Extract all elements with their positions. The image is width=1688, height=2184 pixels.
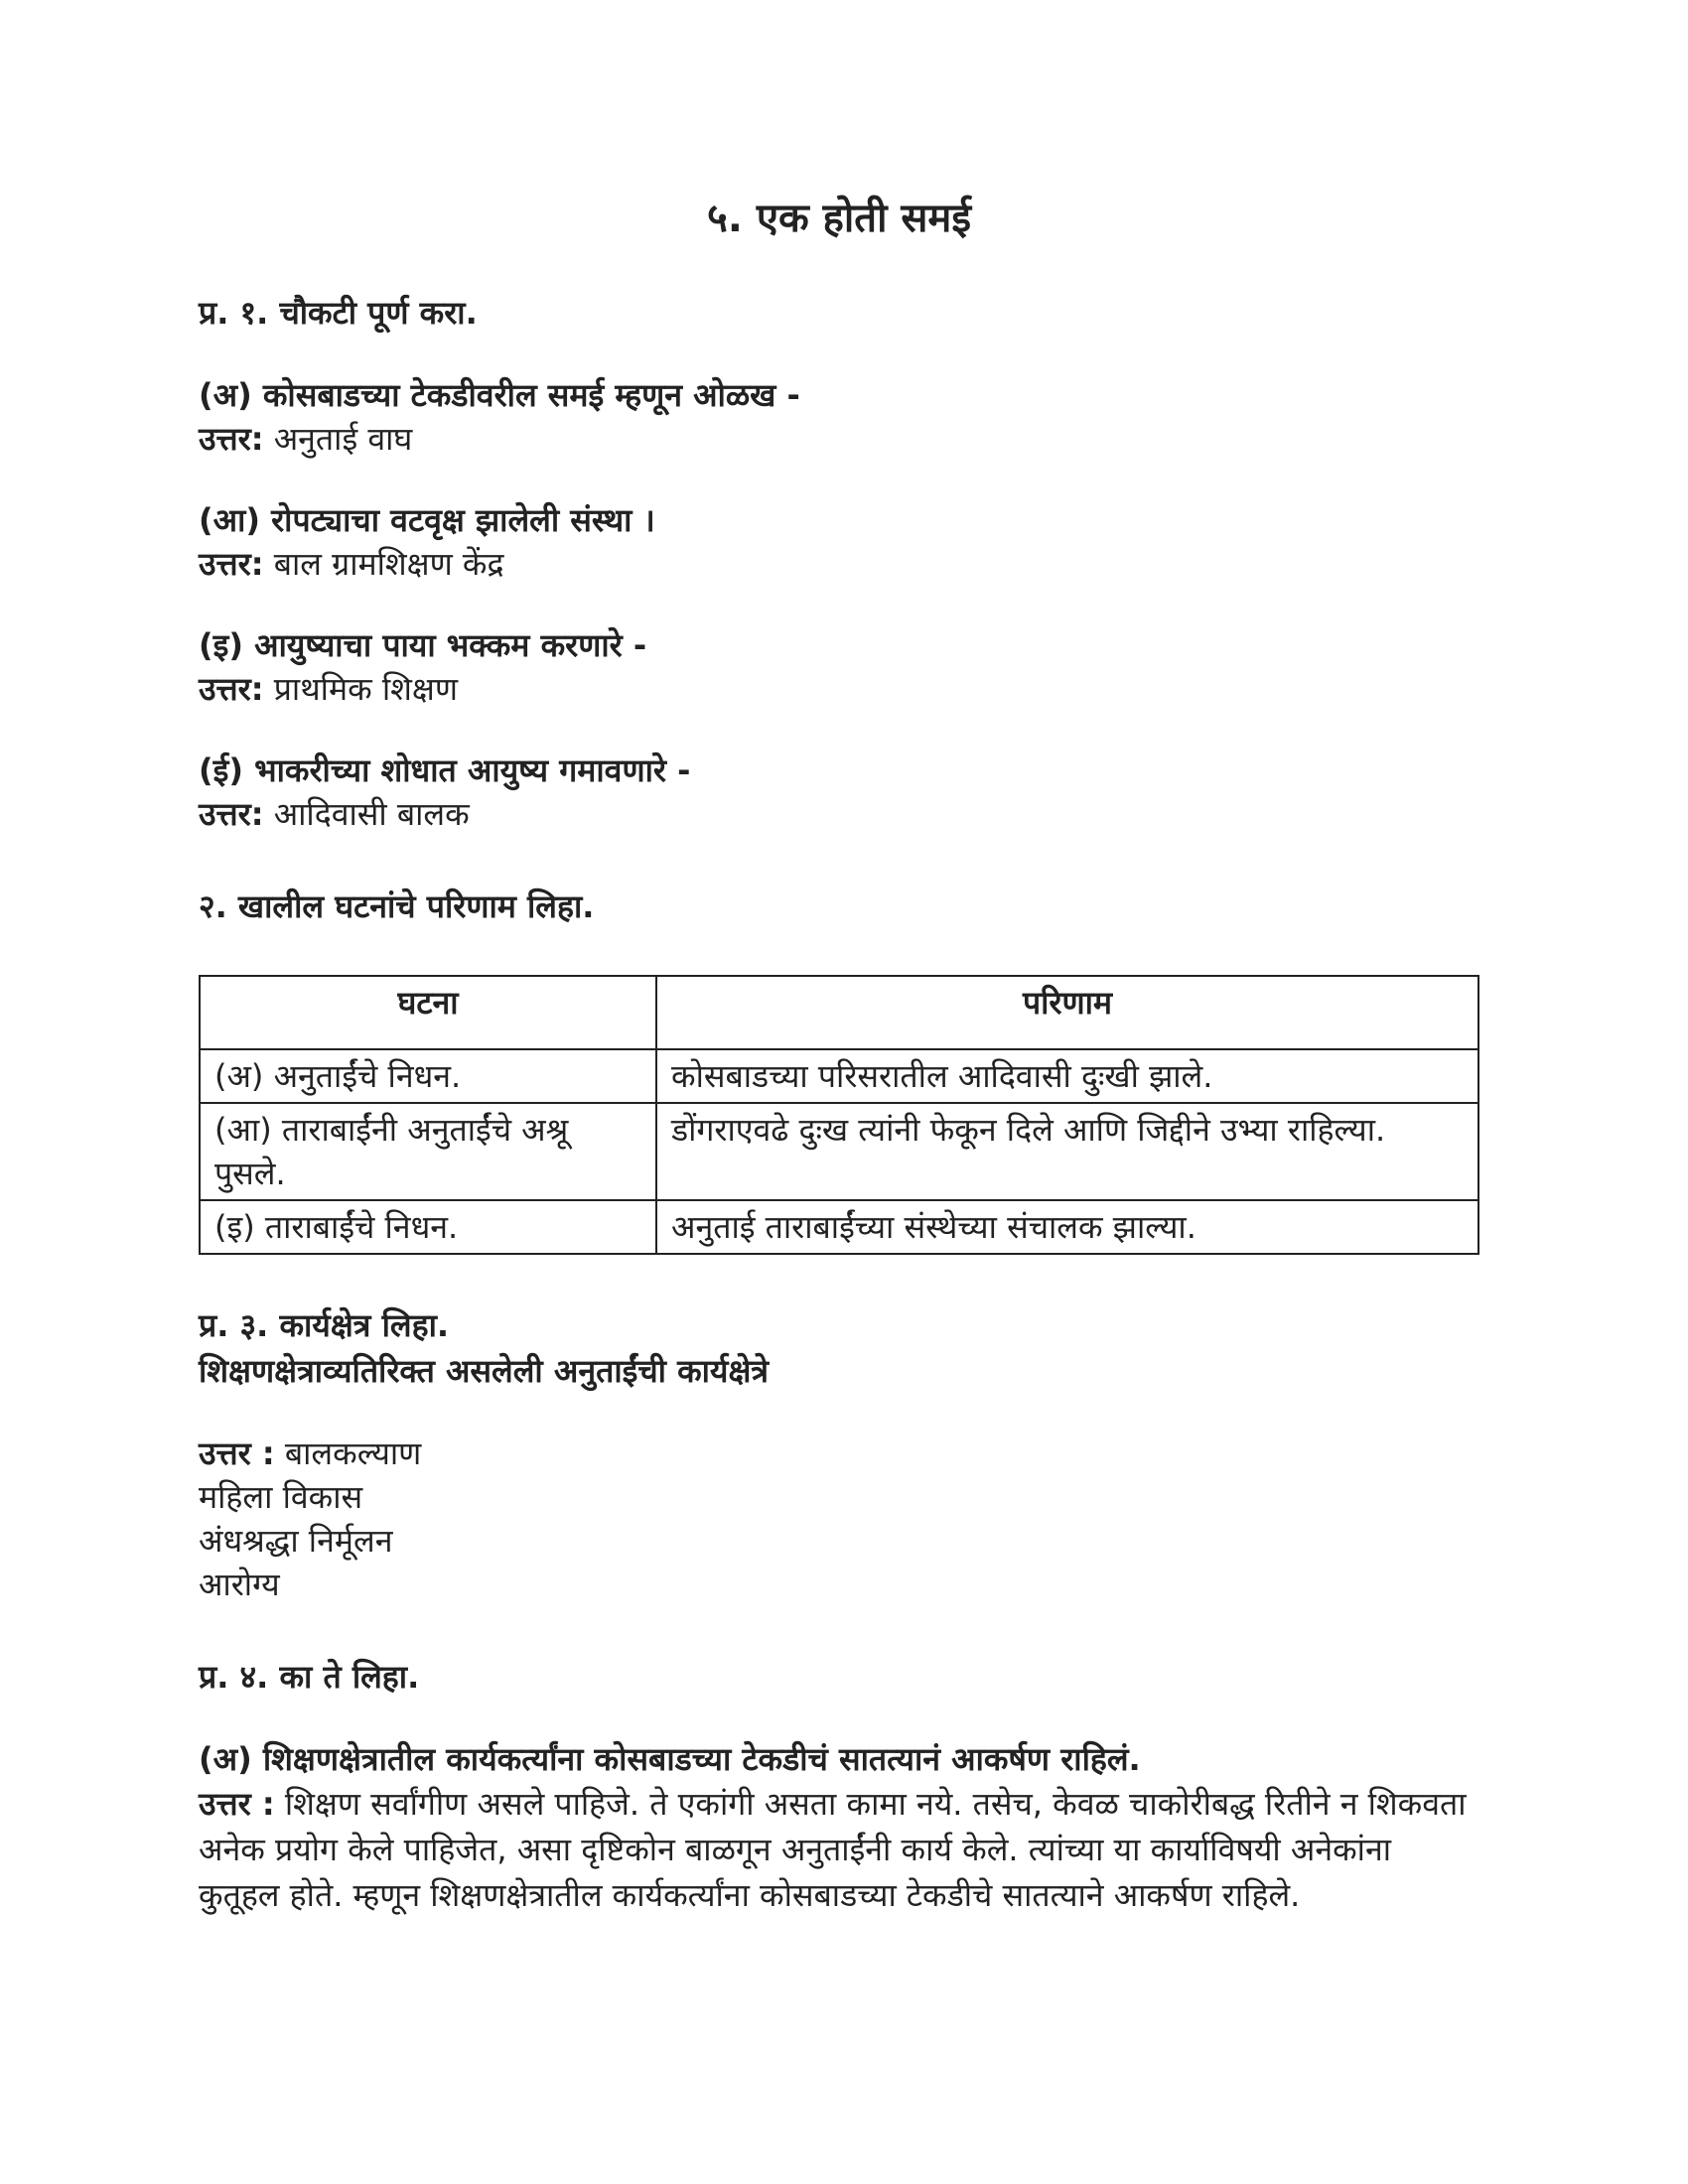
- table-cell: अनुताई ताराबाईंच्या संस्थेच्या संचालक झाल्या.: [656, 1200, 1478, 1254]
- answer-label: उत्तर:: [199, 670, 264, 708]
- column-header-event: घटना: [200, 976, 656, 1049]
- question-4-heading: प्र. ४. का ते लिहा.: [199, 1658, 420, 1696]
- question-2-section: [199, 884, 1479, 1255]
- question-3-heading: प्र. ३. कार्यक्षेत्र लिहा.: [199, 1306, 450, 1344]
- document-page: [199, 189, 1479, 1918]
- results-table: [199, 975, 1479, 1255]
- qa-item: [199, 623, 1479, 711]
- question-text: (इ) आयुष्याचा पाया भक्कम करणारे -: [199, 626, 647, 664]
- answer-value: शिक्षण सर्वांगीण असले पाहिजे. ते एकांगी असता कामा नये. तसेच, केवळ चाकोरीबद्ध रितीने न शिकवता अनेक प्रयोग केले पाहिजेत, असा दृष्टिकोन बाळगून अनुताईंनी कार्य केले. त्यांच्या या कार्याविषयी अनेकांना कुतूहल होते. म्हणून शिक्षणक्षेत्रातील कार्यकर्त्यांना कोसबाडच्या टेकडीचे सातत्याने आकर्षण राहिले.: [199, 1785, 1467, 1914]
- answer-list: [199, 1432, 1479, 1606]
- table-cell: (आ) ताराबाईंनी अनुताईंचे अश्रू पुसले.: [200, 1103, 656, 1200]
- answer-label: उत्तर:: [199, 545, 264, 583]
- answer-label: उत्तर:: [199, 420, 264, 458]
- table-row: [200, 1200, 1478, 1254]
- question-3-section: [199, 1302, 1479, 1606]
- table-cell: डोंगराएवढे दुःख त्यांनी फेकून दिले आणि जिद्दीने उभ्या राहिल्या.: [656, 1103, 1478, 1200]
- table-row: [200, 1103, 1478, 1200]
- answer-label: उत्तर :: [199, 1785, 275, 1823]
- answer-value: बालकल्याण: [284, 1434, 422, 1472]
- list-item: महिला विकास: [199, 1478, 363, 1516]
- answer-text: [199, 542, 1479, 586]
- answer-text: [199, 667, 1479, 711]
- question-1-heading: प्र. १. चौकटी पूर्ण करा.: [199, 294, 478, 332]
- question-text: (आ) रोपट्याचा वटवृक्ष झालेली संस्था ।: [199, 501, 655, 539]
- page-title: ५. एक होती समई: [707, 196, 971, 241]
- qa-item: [199, 373, 1479, 461]
- table-row: [200, 1049, 1478, 1103]
- list-item: अंधश्रद्धा निर्मूलन: [199, 1522, 393, 1560]
- answer-label: उत्तर :: [199, 1434, 275, 1472]
- table-cell: (इ) ताराबाईंचे निधन.: [200, 1200, 656, 1254]
- answer-text: [199, 792, 1479, 836]
- list-item: आरोग्य: [199, 1566, 280, 1603]
- qa-item: [199, 1737, 1479, 1918]
- question-1-section: [199, 290, 1479, 836]
- question-text: (अ) शिक्षणक्षेत्रातील कार्यकर्त्यांना कोसबाडच्या टेकडीचं सातत्यानं आकर्षण राहिलं.: [199, 1740, 1141, 1778]
- answer-label: उत्तर:: [199, 795, 264, 833]
- question-4-section: [199, 1654, 1479, 1918]
- answer-value: अनुताई वाघ: [263, 420, 413, 458]
- list-item: [199, 1432, 1479, 1475]
- table-cell: कोसबाडच्या परिसरातील आदिवासी दुःखी झाले.: [656, 1049, 1478, 1103]
- answer-value: बाल ग्रामशिक्षण केंद्र: [263, 545, 504, 583]
- answer-text: [199, 417, 1479, 461]
- question-text: (अ) कोसबाडच्या टेकडीवरील समई म्हणून ओळख -: [199, 376, 800, 414]
- table-header-row: [200, 976, 1478, 1049]
- table-cell: (अ) अनुताईंचे निधन.: [200, 1049, 656, 1103]
- answer-value: आदिवासी बालक: [263, 795, 470, 833]
- column-header-result: परिणाम: [656, 976, 1478, 1049]
- answer-value: प्राथमिक शिक्षण: [263, 670, 458, 708]
- answer-text: [199, 1781, 1479, 1918]
- question-text: (ई) भाकरीच्या शोधात आयुष्य गमावणारे -: [199, 751, 691, 789]
- question-2-heading: २. खालील घटनांचे परिणाम लिहा.: [199, 887, 595, 925]
- qa-item: [199, 498, 1479, 586]
- qa-item: [199, 749, 1479, 836]
- question-3-subheading: शिक्षणक्षेत्राव्यतिरिक्त असलेली अनुताईंची कार्यक्षेत्रे: [199, 1352, 770, 1390]
